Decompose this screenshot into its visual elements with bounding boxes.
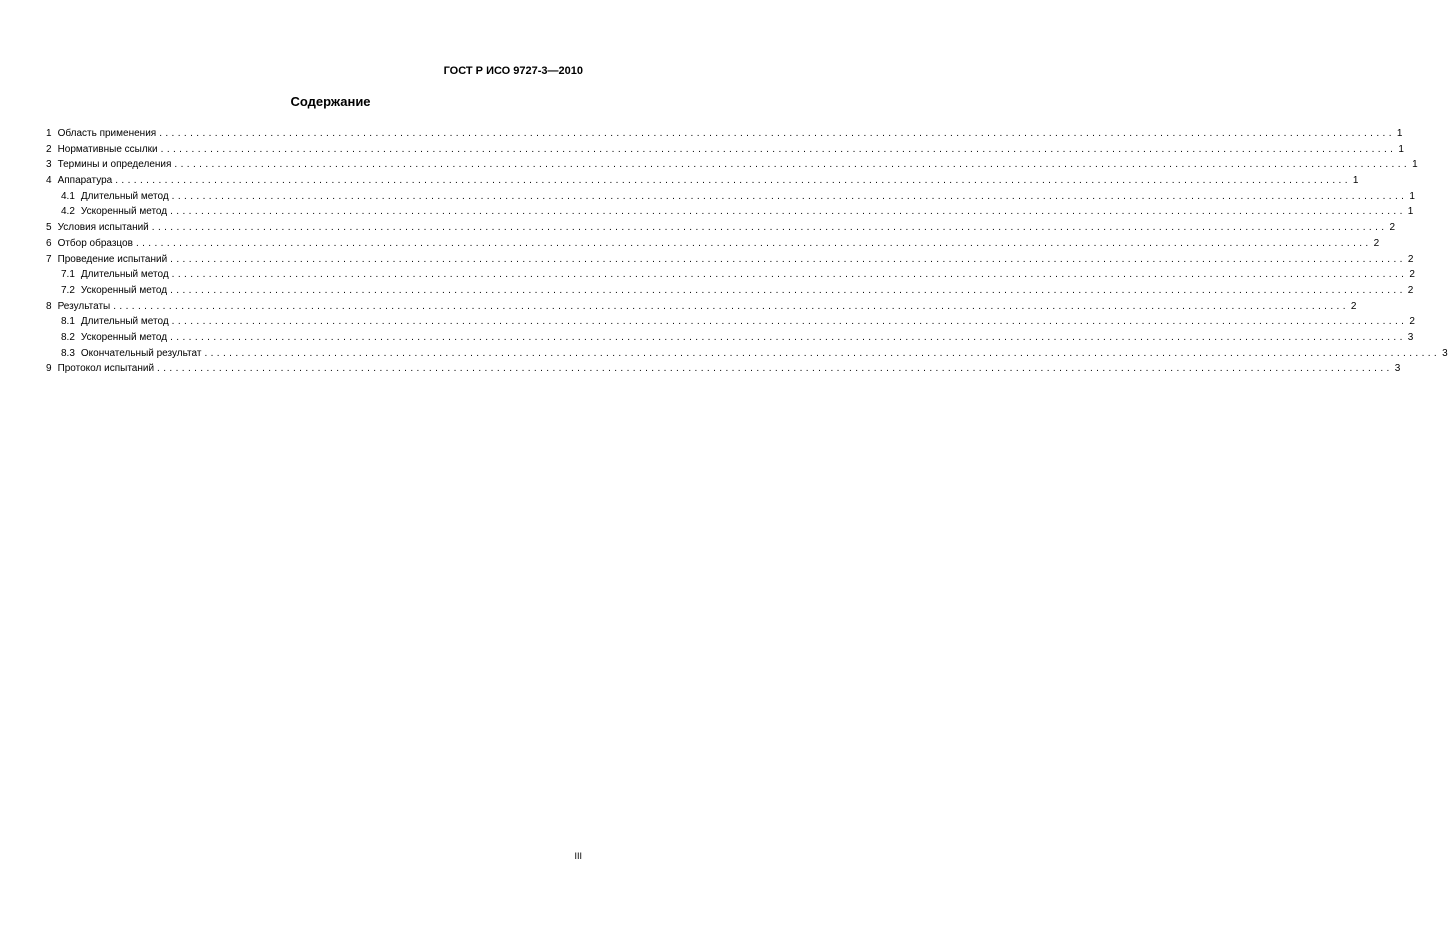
toc-entry-page: 2 <box>1407 284 1414 296</box>
toc-entry[interactable] <box>46 157 1418 173</box>
toc-entry-number: 7 <box>46 253 52 265</box>
toc-leader-dots: ........................................................................................................................................................................................................ <box>171 316 1408 328</box>
toc-entry-title: Протокол испытаний <box>57 363 155 375</box>
toc-subentry[interactable] <box>46 267 1415 283</box>
toc-leader-dots: ........................................................................................................................................................................................................ <box>159 128 1395 139</box>
toc-entry-title: Аппаратура <box>57 175 113 187</box>
toc-entry-title: Отбор образцов <box>57 237 133 249</box>
toc-entry-page: 2 <box>1350 300 1357 312</box>
toc-entry-number: 7.2 <box>61 284 75 296</box>
toc-entry-page: 1 <box>1407 206 1414 218</box>
document-code: ГОСТ Р ИСО 9727-3—2010 <box>443 65 583 77</box>
toc-entry[interactable] <box>46 236 1380 252</box>
toc-entry-page: 2 <box>1389 222 1395 234</box>
toc-leader-dots: ........................................................................................................................................................................................................ <box>171 190 1408 202</box>
toc-entry-title: Ускоренный метод <box>80 331 168 343</box>
toc-entry[interactable] <box>46 252 1414 268</box>
toc-leader-dots: ........................................................................................................................................................................................................ <box>160 143 1397 155</box>
toc-entry-page: 2 <box>1373 237 1380 249</box>
toc-entry-page: 2 <box>1409 269 1415 281</box>
toc-entry-page: 1 <box>1409 190 1415 202</box>
toc-entry-page: 3 <box>1394 363 1401 375</box>
toc-leader-dots: ........................................................................................................................................................................................................ <box>115 175 1351 187</box>
toc-subentry[interactable] <box>46 283 1414 299</box>
toc-entry-title: Длительный метод <box>80 269 169 281</box>
toc-entry-number: 2 <box>46 143 52 155</box>
toc-subentry[interactable] <box>46 204 1414 220</box>
toc-entry-title: Область применения <box>57 128 157 139</box>
toc-entry-title: Термины и определения <box>57 159 172 171</box>
toc-entry-title: Результаты <box>57 300 111 312</box>
toc-leader-dots: ........................................................................................................................................................................................................ <box>170 331 1406 343</box>
toc-leader-dots: ........................................................................................................................................................................................................ <box>157 363 1393 375</box>
toc-entry-number: 5 <box>46 222 52 234</box>
toc-entry-title: Ускоренный метод <box>80 284 168 296</box>
toc-entry-number: 7.1 <box>61 269 75 281</box>
toc-entry-page: 2 <box>1407 253 1414 265</box>
toc-entry-page: 3 <box>1442 347 1448 359</box>
toc-entry-number: 9 <box>46 363 52 375</box>
toc-entry-page: 1 <box>1352 175 1359 187</box>
toc-entry[interactable] <box>46 361 1401 377</box>
toc-subentry[interactable] <box>46 189 1415 205</box>
toc-subentry[interactable] <box>46 330 1414 346</box>
toc-entry-number: 3 <box>46 159 52 171</box>
toc-entry-number: 8.3 <box>61 347 75 359</box>
toc-subentry[interactable] <box>46 346 1448 362</box>
toc-leader-dots: ........................................................................................................................................................................................................ <box>170 253 1406 265</box>
toc-entry-page: 2 <box>1409 316 1415 328</box>
toc-entry-title: Окончательный результат <box>80 347 202 359</box>
toc-entry-number: 4 <box>46 175 52 187</box>
toc-entry-title: Проведение испытаний <box>57 253 168 265</box>
toc-subentry[interactable] <box>46 314 1415 330</box>
toc-entry-number: 8 <box>46 300 52 312</box>
toc-entry[interactable] <box>46 299 1357 315</box>
toc-entry-page: 1 <box>1398 143 1404 155</box>
toc-leader-dots: ........................................................................................................................................................................................................ <box>151 222 1388 234</box>
toc-entry[interactable] <box>46 126 1403 142</box>
toc-entry[interactable] <box>46 173 1359 189</box>
toc-leader-dots: ........................................................................................................................................................................................................ <box>170 284 1406 296</box>
toc-leader-dots: ........................................................................................................................................................................................................ <box>170 206 1406 218</box>
toc-entry-page: 3 <box>1407 331 1414 343</box>
toc-title: Содержание <box>290 94 371 109</box>
toc-entry-number: 4.1 <box>61 190 75 202</box>
toc-entry-page: 1 <box>1412 159 1418 171</box>
toc-entry-title: Длительный метод <box>80 190 169 202</box>
toc-leader-dots: ........................................................................................................................................................................................................ <box>171 269 1408 281</box>
toc-entry-number: 8.2 <box>61 331 75 343</box>
toc-leader-dots: ........................................................................................................................................................................................................ <box>204 347 1441 359</box>
toc-entry-page: 1 <box>1396 128 1403 139</box>
toc-entry-number: 1 <box>46 128 52 139</box>
toc-entry-number: 8.1 <box>61 316 75 328</box>
toc-entry[interactable] <box>46 142 1404 158</box>
toc-leader-dots: ........................................................................................................................................................................................................ <box>174 159 1411 171</box>
toc-entry-number: 4.2 <box>61 206 75 218</box>
toc-entry-number: 6 <box>46 237 52 249</box>
table-of-contents <box>46 126 1448 377</box>
toc-entry-title: Нормативные ссылки <box>57 143 158 155</box>
toc-entry[interactable] <box>46 220 1395 236</box>
toc-entry-title: Длительный метод <box>80 316 169 328</box>
toc-entry-title: Условия испытаний <box>57 222 149 234</box>
toc-entry-title: Ускоренный метод <box>80 206 168 218</box>
page-number: III <box>574 851 582 861</box>
toc-leader-dots: ........................................................................................................................................................................................................ <box>113 300 1349 312</box>
toc-leader-dots: ........................................................................................................................................................................................................ <box>135 237 1372 249</box>
